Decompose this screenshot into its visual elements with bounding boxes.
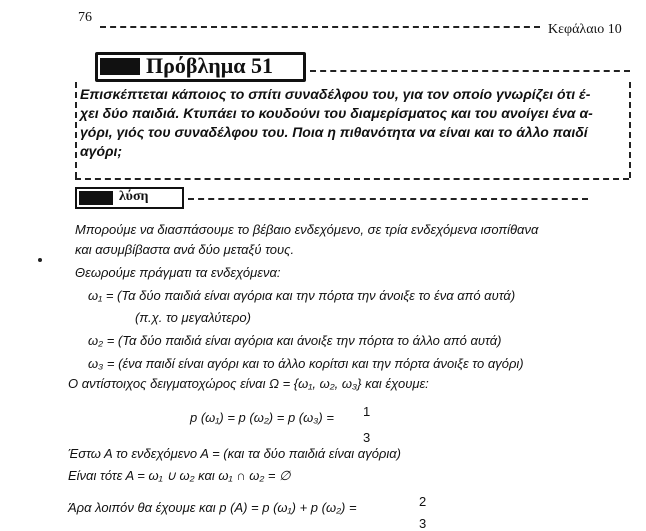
event-w1-note: (π.χ. το μεγαλύτερο) xyxy=(135,310,251,325)
problem-statement xyxy=(80,85,622,161)
body-line: Θεωρούμε πράγματι τα ενδεχόμενα: xyxy=(75,265,281,280)
body-line: Ο αντίστοιχος δειγματοχώρος είναι Ω = {ω₁, ω₂, ω₃} και έχουμε: xyxy=(68,376,429,391)
event-w1: ω₁ = (Τα δύο παιδιά είναι αγόρια και την πόρτα την άνοιξε το ένα από αυτά) xyxy=(88,288,516,303)
problem-line: χει δύο παιδιά. Κτυπάει το κουδούνι του διαμερίσματος και του ανοίγει ένα α- xyxy=(80,105,593,121)
event-w2: ω₂ = (Τα δύο παιδιά είναι αγόρια και άνοιξε την πόρτα το άλλο από αυτά) xyxy=(88,333,502,348)
body-line: Είναι τότε Α = ω₁ ∪ ω₂ και ω₁ ∩ ω₂ = ∅ xyxy=(68,468,291,483)
problem-bottom-rule xyxy=(75,178,629,180)
fraction-denominator: 3 xyxy=(363,430,371,445)
solution-label: λύση xyxy=(119,189,149,204)
problem-line: αγόρι; xyxy=(80,143,123,159)
problem-title-box xyxy=(95,52,306,82)
problem-title: Πρόβλημα 51 xyxy=(146,53,274,78)
fraction-denominator: 3 xyxy=(419,516,427,531)
fraction-numerator: 1 xyxy=(363,404,371,419)
body-line: Άρα λοιπόν θα έχουμε και p (A) = p (ω₁) + p (ω₂) = xyxy=(68,500,357,515)
page-number: 76 xyxy=(78,10,92,25)
equation-probabilities: p (ω₁) = p (ω₂) = p (ω₃) = xyxy=(190,410,334,425)
body-line: Μπορούμε να διασπάσουμε το βέβαιο ενδεχόμενο, σε τρία ενδεχόμενα ισοπίθανα xyxy=(75,222,539,237)
solution-black-block xyxy=(79,191,113,205)
event-w3: ω₃ = (ένα παιδί είναι αγόρι και το άλλο κορίτσι και την πόρτα άνοιξε το αγόρι) xyxy=(88,356,524,371)
body-line: και ασυμβίβαστα ανά δύο μεταξύ τους. xyxy=(75,242,295,257)
solution-label-box xyxy=(75,187,184,209)
title-black-block xyxy=(100,58,140,75)
fraction-numerator: 2 xyxy=(419,494,427,509)
body-line: Έστω Α το ενδεχόμενο Α = (και τα δύο παιδιά είναι αγόρια) xyxy=(68,446,401,461)
problem-line: Επισκέπτεται κάποιος το σπίτι συναδέλφου του, για τον οποίο γνωρίζει ότι έ- xyxy=(80,86,591,102)
problem-line: γόρι, γιός του συναδέλφου του. Ποια η πιθανότητα να είναι και το άλλο παιδί xyxy=(80,124,588,140)
title-dashed-rule xyxy=(310,70,630,72)
chapter-label: Κεφάλαιο 10 xyxy=(548,22,622,37)
solution-dashed-rule xyxy=(188,198,588,200)
header-dashed-rule xyxy=(100,26,540,28)
margin-dot xyxy=(38,258,42,262)
